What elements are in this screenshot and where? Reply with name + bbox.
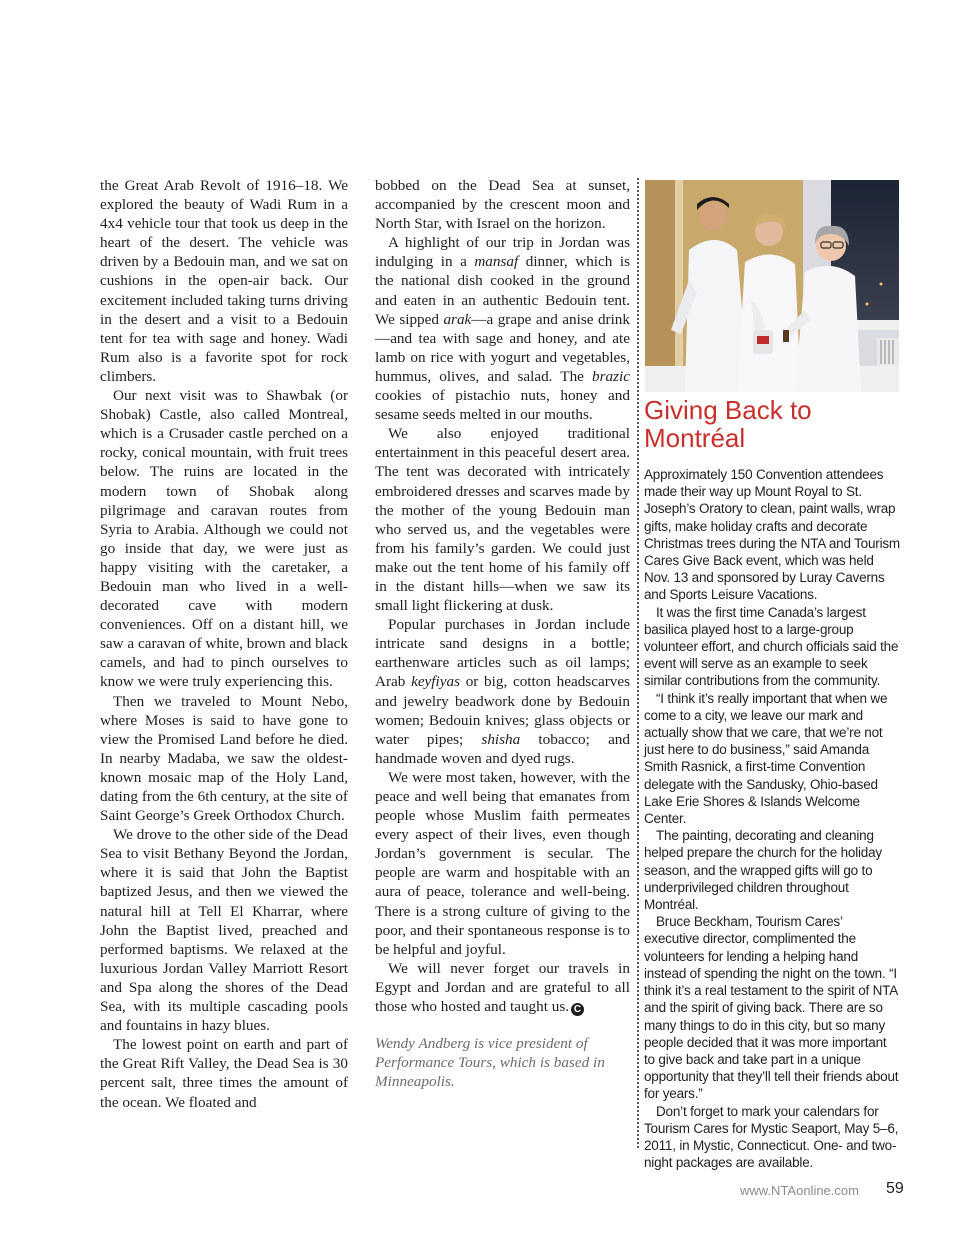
- article-paragraph: the Great Arab Revolt of 1916–18. We explored the beauty of Wadi Rum in a 4x4 vehicle tour that took us deep in the heart of the desert. The vehicle was driven by a Bedouin man, and we sat on cushions in the open-air back. Our excitement included taking turns driving in the desert and a visit to a Bedouin tent for tea with sage and honey. Wadi Rum also is a favorite spot for rock climbers.: [100, 177, 348, 385]
- sidebar-paragraph: “I think it’s really important that when we come to a city, we leave our mark and actually show that we care, that we’re not just here to do business,” said Amanda Smith Rasnick, a first-time Convention delegate with the Sandusky, Ohio-based Lake Erie Shores & Islands Welcome Center.: [644, 690, 888, 827]
- column-divider: [637, 178, 639, 1148]
- text-run: cookies of pistachio nuts, honey and sesame seeds melted in our mouths.: [375, 387, 630, 424]
- article-paragraph: Then we traveled to Mount Nebo, where Moses is said to have gone to view the Promised Land before he died. In nearby Madaba, we saw the oldest-known mosaic map of the Holy Land, dating from the 6th century, at the site of Saint George’s Greek Orthodox Church.: [100, 692, 348, 825]
- article-paragraph: Our next visit was to Shawbak (or Shobak) Castle, also called Montreal, which is a Crusader castle perched on a rocky, conical mountain, with fruit trees below. The ruins are located in the modern town of Shobak along pilgrimage and caravan routes from Syria to Arabia. Although we could not go inside that day, we were just as happy visiting with the caretaker, a Bedouin man who lived in a well-decorated cave with modern conveniences. Off on a distant hill, we saw a caravan of white, brown and black camels, and had to pinch ourselves to know we were truly experiencing this.: [100, 387, 348, 691]
- article-paragraph: We were most taken, however, with the peace and well being that emanates from people whose Muslim faith permeates every aspect of their lives, even though Jordan’s government is secular. The people are warm and hospitable with an aura of peace, tolerance and well-being. There is a strong culture of giving to the poor, and their spontaneous response is to be helpful and joyful.: [375, 768, 630, 958]
- footer-url: www.NTAonline.com: [740, 1183, 859, 1198]
- italic-term: shisha: [481, 730, 521, 748]
- author-byline: Wendy Andberg is vice president of Performance Tours, which is based in Minneapolis.: [375, 1035, 605, 1091]
- sidebar-paragraph: Don’t forget to mark your calendars for Tourism Cares for Mystic Seaport, May 5–6, 2011, in Mystic, Connecticut. One- and two- night packages are available.: [644, 1103, 899, 1171]
- italic-term: mansaf: [474, 253, 519, 271]
- text-run: We will never forget our travels in Egypt and Jordan and are grateful to all those who hosted and taught us.: [375, 959, 630, 1016]
- sidebar-body: [644, 466, 900, 1171]
- article-paragraph: [375, 233, 630, 424]
- headline-line: Montréal: [644, 423, 746, 453]
- volunteers-photo: [645, 180, 899, 392]
- text-run: —a grape and anise drink—and tea with sage and honey, and ate lamb on rice with yogurt and vegetables, hummus, olives, and salad. The: [375, 310, 630, 385]
- text-run: A highlight of our trip in Jordan was indulging in a: [375, 234, 630, 271]
- italic-term: arak: [443, 310, 472, 328]
- text-run: or big, cotton headscarves and jewelry beadwork done by Bedouin women; Bedouin knives; glass objects or water pipes;: [375, 673, 630, 748]
- text-run: dinner, which is the national dish cooked in the ground and eaten in an authentic Bedouin tent. We sipped: [375, 253, 630, 328]
- article-column-1: [100, 176, 348, 1112]
- article-paragraph: bobbed on the Dead Sea at sunset, accompanied by the crescent moon and North Star, with Israel on the horizon.: [375, 177, 630, 233]
- text-run: Popular purchases in Jordan include intricate sand designs in a bottle; earthenware articles such as oil lamps; Arab: [375, 616, 630, 691]
- sidebar-headline: [644, 396, 900, 452]
- article-paragraph: [375, 959, 630, 1016]
- article-paragraph: [375, 615, 630, 768]
- sidebar-paragraph: The painting, decorating and cleaning helped prepare the church for the holiday season, and the wrapped gifts will go to underprivileged children throughout Montréal.: [644, 828, 882, 913]
- sidebar-paragraph: Approximately 150 Convention attendees made their way up Mount Royal to St. Joseph’s Oratory to clean, paint walls, wrap gifts, make holiday crafts and decorate Christmas trees during the NTA and Tourism Cares Give Back event, which was held Nov. 13 and sponsored by Luray Caverns and Sports Leisure Vacations.: [644, 467, 900, 603]
- sidebar-paragraph: It was the first time Canada’s largest basilica played host to a large-group volunteer effort, and church officials said the event will serve as an example to seek similar contributions from the community.: [644, 604, 899, 689]
- article-paragraph: We also enjoyed traditional entertainment in this peaceful desert area. The tent was decorated with intricately embroidered dresses and scarves made by the mother of the young Bedouin man who served us, and the vegetables were from his family’s garden. We could just make out the tent home of his family off in the distant hills—when we saw its small light flickering at dusk.: [375, 425, 630, 615]
- page-number: 59: [886, 1180, 904, 1197]
- article-column-2: [375, 176, 630, 1091]
- sidebar-giving-back: [644, 396, 900, 1171]
- italic-term: keyfiyas: [411, 673, 460, 691]
- end-mark-icon: C: [571, 1003, 584, 1016]
- italic-term: brazic: [592, 367, 630, 385]
- text-run: tobacco; and handmade woven and dyed rugs.: [375, 730, 630, 767]
- article-paragraph: We drove to the other side of the Dead Sea to visit Bethany Beyond the Jordan, where it is said that John the Baptist baptized Jesus, and then we viewed the natural hill at Tell El Kharrar, where John the Baptist lived, preached and performed baptisms. We relaxed at the luxurious Jordan Valley Marriott Resort and Spa along the shores of the Dead Sea, with its multiple cascading pools and fountains in hazy blues.: [100, 826, 348, 1035]
- sidebar-paragraph: Bruce Beckham, Tourism Cares’ executive director, complimented the volunteers for lending a helping hand instead of spending the night on the town. “I think it’s a real testament to the spirit of NTA and the spirit of giving back. There are so many things to do in this city, but so many people decided that it was more important to give back and take part in a unique opportunity that they’ll tell their friends about for years.”: [644, 914, 899, 1102]
- article-paragraph: The lowest point on earth and part of the Great Rift Valley, the Dead Sea is 30 percent salt, three times the amount of the ocean. We floated and: [100, 1036, 348, 1111]
- headline-line: Giving Back to: [644, 395, 812, 425]
